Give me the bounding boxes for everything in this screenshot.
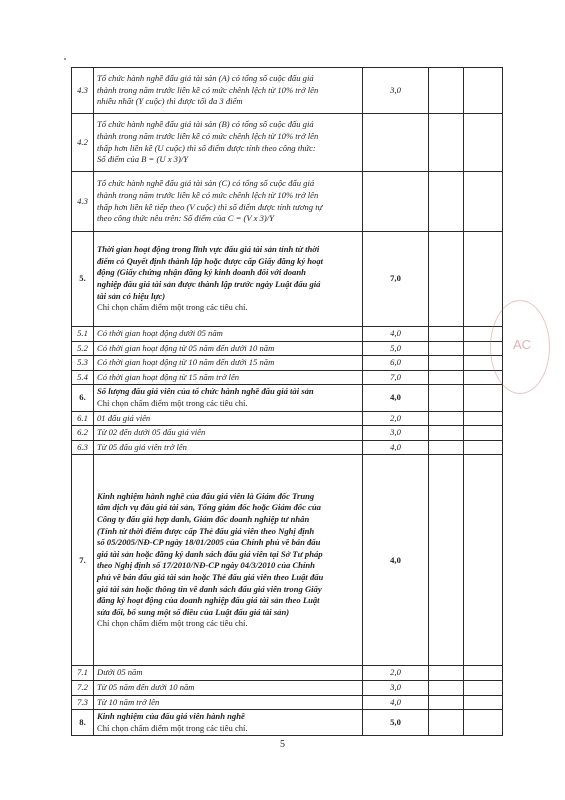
criterion-number: 6.2 xyxy=(72,426,94,441)
criterion-description xyxy=(94,327,363,342)
criterion-number: 7.1 xyxy=(72,666,94,681)
table-row xyxy=(72,114,503,172)
max-score: 7,0 xyxy=(363,370,429,385)
empty-score-cell xyxy=(429,114,464,172)
criterion-text-line: Tổ chức hành nghề đấu giá tài sản (C) có tổng số cuộc đấu giá xyxy=(97,178,315,189)
criterion-note: Chỉ chọn chấm điểm một trong các tiêu chí. xyxy=(97,302,248,313)
empty-note-cell xyxy=(464,666,503,681)
scan-speck xyxy=(64,58,66,60)
empty-score-cell xyxy=(429,327,464,342)
criterion-text-line: Từ 05 năm đến dưới 10 năm xyxy=(97,681,195,692)
max-score xyxy=(363,114,429,172)
empty-score-cell xyxy=(429,426,464,441)
max-score: 4,0 xyxy=(363,327,429,342)
criterion-text-line: phủ về bán đấu giá tài sản hoặc Thẻ đấu giá viên theo Luật đấu xyxy=(97,571,324,582)
empty-note-cell xyxy=(464,385,503,411)
criterion-number: 7.2 xyxy=(72,680,94,695)
criterion-number: 5.1 xyxy=(72,327,94,342)
max-score: 4,0 xyxy=(363,455,429,666)
criterion-text-line: thành trong năm trước liền kề có mức chênh lệch từ 10% trở lên xyxy=(97,84,319,95)
criterion-number: 4.3 xyxy=(72,172,94,232)
empty-note-cell xyxy=(464,440,503,455)
empty-note-cell xyxy=(464,68,503,114)
criterion-number: 5.2 xyxy=(72,341,94,356)
criterion-description xyxy=(94,370,363,385)
criterion-description xyxy=(94,440,363,455)
criterion-description xyxy=(94,172,363,232)
max-score: 3,0 xyxy=(363,426,429,441)
criterion-number: 5. xyxy=(72,232,94,327)
criterion-text-line: thấp hơn liền kề (U cuộc) thì số điểm được tính theo công thức: xyxy=(97,142,316,153)
max-score xyxy=(363,172,429,232)
criterion-text-line: số 05/2005/NĐ-CP ngày 18/01/2005 của Chính phủ về bán đấu xyxy=(97,537,321,548)
table-row xyxy=(72,172,503,232)
criterion-text-line: thành trong năm trước liền kề có mức chênh lệch từ 10% trở lên xyxy=(97,189,319,200)
criterion-text-line: Kinh nghiệm của đấu giá viên hành nghề xyxy=(97,711,245,722)
criterion-description xyxy=(94,666,363,681)
max-score: 3,0 xyxy=(363,68,429,114)
empty-score-cell xyxy=(429,680,464,695)
empty-score-cell xyxy=(429,172,464,232)
criterion-description xyxy=(94,411,363,426)
criterion-text-line: Có thời gian hoạt động dưới 05 năm xyxy=(97,328,223,338)
empty-note-cell xyxy=(464,232,503,327)
table-row xyxy=(72,680,503,695)
criterion-description xyxy=(94,695,363,710)
criterion-text-line: Từ 02 đến dưới 05 đấu giá viên xyxy=(97,427,206,438)
criterion-text-line: giá tài sản hoặc đăng ký danh sách đấu giá viên tại Sở Tư pháp xyxy=(97,548,323,559)
criterion-text-line: Từ 05 đấu giá viên trở lên xyxy=(97,441,187,452)
criterion-description xyxy=(94,341,363,356)
criterion-number: 5.3 xyxy=(72,356,94,371)
criterion-text-line: tâm dịch vụ đấu giá tài sản, Tổng giám đốc hoặc Giám đốc của xyxy=(97,502,321,513)
criterion-description xyxy=(94,710,363,736)
criterion-number: 4.3 xyxy=(72,68,94,114)
table-row xyxy=(72,710,503,736)
table-row xyxy=(72,385,503,411)
criterion-description xyxy=(94,114,363,172)
criterion-text-line: tài sản có hiệu lực) xyxy=(97,290,166,301)
criterion-text-line: Kinh nghiệm hành nghề của đấu giá viên là Giám đốc Trung xyxy=(97,490,315,501)
criterion-number: 7. xyxy=(72,455,94,666)
criterion-text-line: điểm có Quyết định thành lập hoặc được cấp Giấy đăng ký hoạt xyxy=(97,255,324,266)
empty-score-cell xyxy=(429,411,464,426)
criterion-text-line: động (Giấy chứng nhận đăng ký kinh doanh đối với doanh xyxy=(97,267,306,278)
table-row xyxy=(72,356,503,371)
scoring-table xyxy=(71,67,503,736)
criterion-text-line: Số lượng đấu giá viên của tổ chức hành nghề đấu giá tài sản xyxy=(97,386,314,397)
empty-note-cell xyxy=(464,426,503,441)
empty-note-cell xyxy=(464,680,503,695)
criterion-description xyxy=(94,232,363,327)
scoring-table-container xyxy=(71,67,502,736)
max-score: 4,0 xyxy=(363,440,429,455)
table-row xyxy=(72,666,503,681)
empty-score-cell xyxy=(429,370,464,385)
empty-note-cell xyxy=(464,695,503,710)
criterion-text-line: thấp hơn liền kề tiếp theo (V cuộc) thì số điểm được tính tương tự xyxy=(97,201,323,212)
criterion-number: 6.1 xyxy=(72,411,94,426)
empty-score-cell xyxy=(429,666,464,681)
max-score: 6,0 xyxy=(363,356,429,371)
criterion-text-line: Dưới 05 năm xyxy=(97,667,143,678)
table-row xyxy=(72,341,503,356)
criterion-text-line: sửa đổi, bổ sung một số điều của Luật đấu giá tài sản) xyxy=(97,606,290,617)
criterion-number: 8. xyxy=(72,710,94,736)
scoring-table-body xyxy=(72,68,503,736)
table-row xyxy=(72,440,503,455)
criterion-number: 7.3 xyxy=(72,695,94,710)
criterion-note: Chỉ chọn chấm điểm một trong các tiêu chí. xyxy=(97,722,248,733)
criterion-text-line: Từ 10 năm trở lên xyxy=(97,696,160,707)
criterion-text-line: Tổ chức hành nghề đấu giá tài sản (B) có tổng số cuộc đấu giá xyxy=(97,119,314,130)
criterion-text-line: Tổ chức hành nghề đấu giá tài sản (A) có tổng số cuộc đấu giá xyxy=(97,73,314,84)
criterion-number: 6.3 xyxy=(72,440,94,455)
empty-score-cell xyxy=(429,232,464,327)
max-score: 2,0 xyxy=(363,411,429,426)
max-score: 2,0 xyxy=(363,666,429,681)
empty-score-cell xyxy=(429,440,464,455)
criterion-text-line: nhiều nhất (Y cuộc) thì được tối đa 3 điểm xyxy=(97,96,243,107)
empty-note-cell xyxy=(464,172,503,232)
max-score: 7,0 xyxy=(363,232,429,327)
criterion-text-line: theo công thức nêu trên: Số điểm của C = (V x 3)/Y xyxy=(97,213,274,224)
max-score: 5,0 xyxy=(363,341,429,356)
max-score: 5,0 xyxy=(363,710,429,736)
table-row xyxy=(72,695,503,710)
criterion-description xyxy=(94,426,363,441)
empty-score-cell xyxy=(429,455,464,666)
criterion-note: Chỉ chọn chấm điểm một trong các tiêu chí. xyxy=(97,618,248,629)
page-number: 5 xyxy=(280,739,285,750)
table-row xyxy=(72,327,503,342)
criterion-description xyxy=(94,385,363,411)
criterion-description xyxy=(94,68,363,114)
criterion-description xyxy=(94,356,363,371)
table-row xyxy=(72,426,503,441)
criterion-number: 5.4 xyxy=(72,370,94,385)
table-row xyxy=(72,370,503,385)
empty-note-cell xyxy=(464,114,503,172)
empty-score-cell xyxy=(429,695,464,710)
red-stamp-seal xyxy=(490,300,550,394)
criterion-number: 6. xyxy=(72,385,94,411)
criterion-text-line: Thời gian hoạt động trong lĩnh vực đấu giá tài sản tính từ thời xyxy=(97,244,320,255)
criterion-text-line: 01 đấu giá viên xyxy=(97,412,151,423)
empty-score-cell xyxy=(429,341,464,356)
criterion-text-line: Có thời gian hoạt động từ 05 năm đến dưới 10 năm xyxy=(97,342,275,353)
empty-note-cell xyxy=(464,710,503,736)
criterion-text-line: Có thời gian hoạt động từ 15 năm trở lên xyxy=(97,371,240,382)
criterion-text-line: Có thời gian hoạt động từ 10 năm đến dưới 15 năm xyxy=(97,357,275,368)
table-row xyxy=(72,68,503,114)
table-row xyxy=(72,411,503,426)
criterion-text-line: thành trong năm trước liền kề có mức chênh lệch từ 10% trở lên xyxy=(97,130,319,141)
max-score: 4,0 xyxy=(363,385,429,411)
criterion-text-line: đăng ký hoạt động của doanh nghiệp đấu giá tài sản theo Luật xyxy=(97,595,320,606)
empty-score-cell xyxy=(429,356,464,371)
empty-note-cell xyxy=(464,411,503,426)
criterion-note: Chỉ chọn chấm điểm một trong các tiêu chí. xyxy=(97,397,248,408)
criterion-text-line: theo Nghị định số 17/2010/NĐ-CP ngày 04/3/2010 của Chính xyxy=(97,560,315,571)
stamp-mark: AC xyxy=(513,337,532,352)
criterion-text-line: Số điểm của B = (U x 3)/Y xyxy=(97,154,189,165)
empty-score-cell xyxy=(429,710,464,736)
max-score: 3,0 xyxy=(363,680,429,695)
max-score: 4,0 xyxy=(363,695,429,710)
criterion-text-line: giá tài sản hoặc thông tin về danh sách đấu giá viên trong Giấy xyxy=(97,583,322,594)
table-row xyxy=(72,232,503,327)
table-row xyxy=(72,455,503,666)
empty-note-cell xyxy=(464,455,503,666)
criterion-description xyxy=(94,680,363,695)
criterion-text-line: Công ty đấu giá hợp danh, Giám đốc doanh nghiệp tư nhân xyxy=(97,513,310,524)
empty-score-cell xyxy=(429,68,464,114)
criterion-description xyxy=(94,455,363,666)
criterion-text-line: (Tính từ thời điểm được cấp Thẻ đấu giá viên theo Nghị định xyxy=(97,525,315,536)
empty-score-cell xyxy=(429,385,464,411)
criterion-text-line: nghiệp đấu giá tài sản được thành lập trước ngày Luật đấu giá xyxy=(97,279,321,289)
criterion-number: 4.2 xyxy=(72,114,94,172)
